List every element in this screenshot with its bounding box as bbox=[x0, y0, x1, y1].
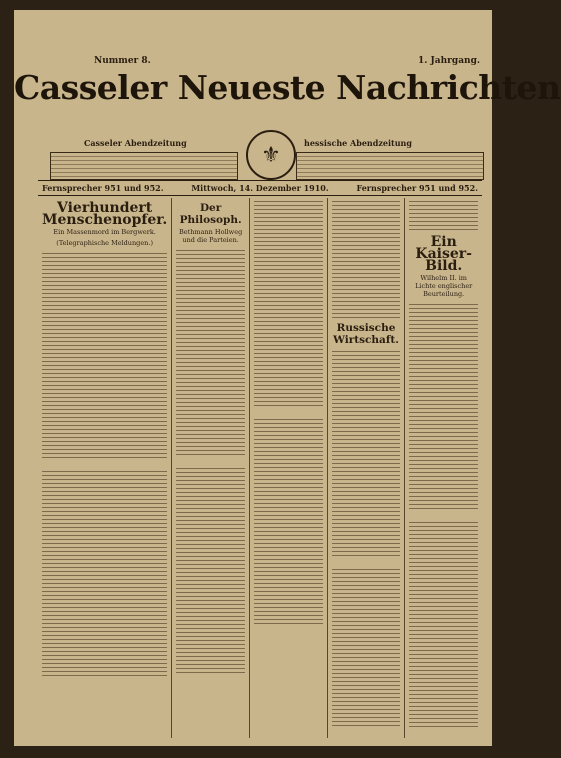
column-5 bbox=[405, 198, 482, 738]
issue-date: Mittwoch, 14. Dezember 1910. bbox=[191, 183, 329, 193]
article-body-text bbox=[332, 198, 401, 318]
article-heading: Der Philosoph. bbox=[179, 202, 242, 226]
article-body-text bbox=[409, 198, 478, 232]
info-box-right bbox=[296, 152, 484, 180]
article-body-text bbox=[409, 519, 478, 729]
article-body-text bbox=[176, 247, 245, 457]
article-subheading: Wilhelm II. im Lichte englischer Beurteilung. bbox=[415, 274, 473, 298]
column-2 bbox=[172, 198, 250, 738]
newspaper-title: Casseler Neueste Nachrichten bbox=[14, 68, 561, 107]
volume-year: 1. Jahrgang. bbox=[418, 56, 480, 66]
article-heading: Ein Kaiser-Bild. bbox=[415, 234, 472, 274]
column-4 bbox=[328, 198, 406, 738]
article-body-text bbox=[254, 198, 323, 408]
article-body-text bbox=[42, 468, 167, 678]
article-body-text bbox=[254, 416, 323, 626]
date-bar bbox=[38, 180, 482, 196]
article-body-text bbox=[409, 301, 478, 511]
issue-number: Nummer 8. bbox=[94, 56, 151, 66]
article-note: (Telegraphische Meldungen.) bbox=[56, 239, 153, 247]
phone-left: Fernsprecher 951 und 952. bbox=[42, 183, 164, 193]
subtitle-right: hessische Abendzeitung bbox=[304, 138, 412, 148]
article-columns bbox=[38, 198, 482, 738]
article-heading: Russische Wirtschaft. bbox=[333, 322, 399, 346]
newspaper-page bbox=[14, 10, 561, 746]
article-subheading: Bethmann Hollweg und die Parteien. bbox=[179, 228, 243, 244]
coat-of-arms-icon: ⚜ bbox=[246, 130, 296, 180]
article-subheading: Ein Massenmord im Bergwerk. bbox=[53, 228, 156, 236]
column-1 bbox=[38, 198, 172, 738]
article-heading: Vierhundert Menschenopfer. bbox=[42, 200, 168, 228]
column-3 bbox=[250, 198, 328, 738]
article-body-text bbox=[176, 465, 245, 675]
phone-right: Fernsprecher 951 und 952. bbox=[356, 183, 478, 193]
info-box-left bbox=[50, 152, 238, 180]
article-body-text bbox=[42, 250, 167, 460]
article-body-text bbox=[332, 348, 401, 558]
article-body-text bbox=[332, 566, 401, 726]
subtitle-left: Casseler Abendzeitung bbox=[84, 138, 187, 148]
